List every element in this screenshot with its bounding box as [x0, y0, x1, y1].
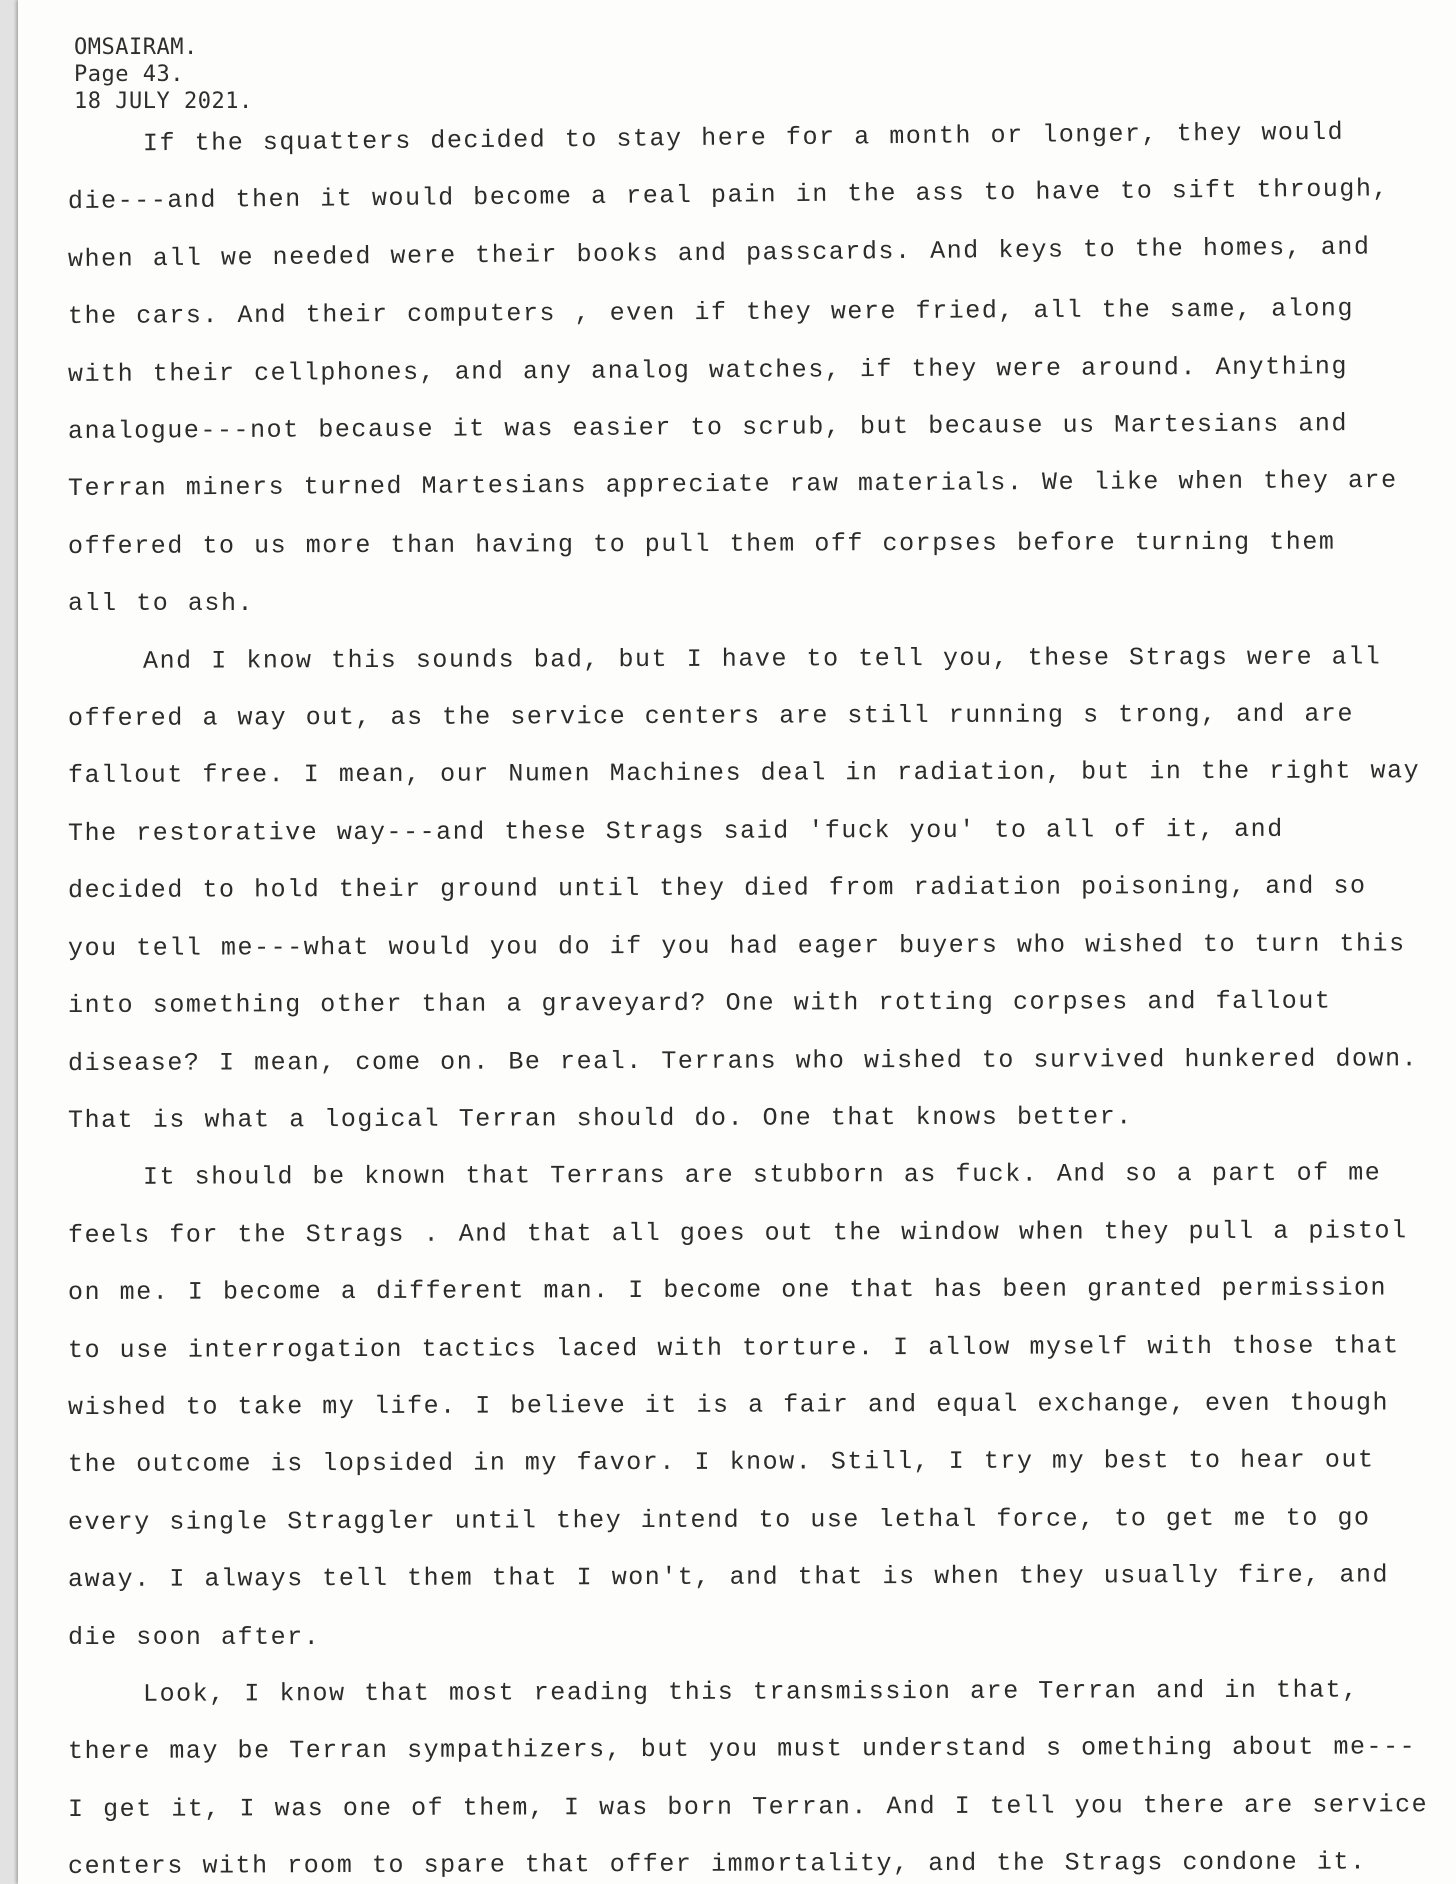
header-title: OMSAIRAM.	[74, 35, 198, 60]
text-line: feels for the Strags . And that all goes out the window when they pull a pistol	[67, 1216, 1408, 1250]
text-line: analogue---not because it was easier to scrub, but because us Martesians and	[67, 409, 1349, 447]
text-line: The restorative way---and these Strags said 'fuck you' to all of it, and	[67, 814, 1284, 848]
text-line: when all we needed were their books and passcards. And keys to the homes, and	[67, 232, 1371, 274]
text-line: offered a way out, as the service centers are still running s trong, and are	[67, 699, 1355, 734]
text-line: And I know this sounds bad, but I have to tell you, these Strags were all	[142, 642, 1382, 676]
text-line: all to ash.	[68, 589, 255, 619]
text-line: It should be known that Terrans are stubborn as fuck. And so a part of me	[142, 1158, 1382, 1193]
text-line: If the squatters decided to stay here for a month or longer, they would	[142, 117, 1345, 159]
text-line: the outcome is lopsided in my favor. I know. Still, I try my best to hear out	[67, 1445, 1375, 1480]
text-line: on me. I become a different man. I become one that has been granted permission	[67, 1273, 1388, 1308]
text-line: you tell me---what would you do if you had eager buyers who wished to turn this	[67, 929, 1406, 963]
text-line: there may be Terran sympathizers, but you must understand s omething about me---	[67, 1732, 1417, 1767]
text-line: That is what a logical Terran should do. One that knows better.	[67, 1102, 1133, 1135]
typewritten-page	[18, 0, 1456, 1884]
text-line: die soon after.	[68, 1622, 321, 1652]
page-header	[74, 34, 253, 115]
text-line: into something other than a graveyard? One with rotting corpses and fallout	[67, 986, 1332, 1021]
text-line: every single Straggler until they intend to use lethal force, to get me to go	[67, 1503, 1371, 1537]
text-line: Look, I know that most reading this transmission are Terran and in that,	[142, 1675, 1359, 1709]
text-line: die---and then it would become a real pain in the ass to have to sift through,	[67, 174, 1390, 217]
text-line: fallout free. I mean, our Numen Machines deal in radiation, but in the right way	[67, 756, 1421, 791]
text-line: to use interrogation tactics laced with torture. I allow myself with those that	[67, 1330, 1400, 1365]
text-line: I get it, I was one of them, I was born Terran. And I tell you there are service	[67, 1790, 1429, 1824]
text-line: away. I always tell them that I won't, and that is when they usually fire, and	[67, 1560, 1390, 1595]
text-line: wished to take my life. I believe it is a fair and equal exchange, even though	[67, 1388, 1390, 1422]
text-line: centers with room to spare that offer immortality, and the Strags condone it.	[67, 1847, 1367, 1882]
text-line: decided to hold their ground until they died from radiation poisoning, and so	[67, 871, 1367, 906]
header-page-number: Page 43.	[74, 62, 184, 87]
body-text	[68, 116, 1456, 1884]
text-line: the cars. And their computers , even if they were fried, all the same, along	[67, 294, 1355, 332]
text-line: Terran miners turned Martesians appreciate raw materials. We like when they are	[67, 466, 1398, 504]
text-line: disease? I mean, come on. Be real. Terrans who wished to survived hunkered down.	[67, 1043, 1419, 1078]
text-line: offered to us more than having to pull them off corpses before turning them	[67, 527, 1336, 561]
header-date: 18 JULY 2021.	[74, 89, 253, 114]
text-line: with their cellphones, and any analog watches, if they were around. Anything	[67, 351, 1349, 389]
